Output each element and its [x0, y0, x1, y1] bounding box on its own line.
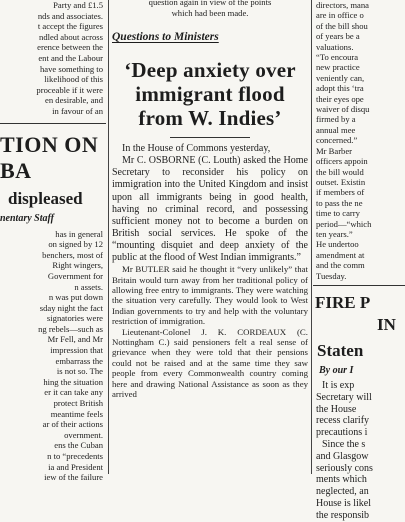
text-line: neglected, an — [316, 486, 369, 498]
text-line: likelihood of this — [44, 74, 103, 85]
left-headline: BA — [0, 157, 32, 183]
text-line: en desirable, and — [45, 95, 103, 106]
headline-line: from W. Indies’ — [138, 106, 282, 131]
headline-line: ‘Deep anxiety over — [124, 58, 296, 83]
text-line: seriously cons — [316, 462, 373, 474]
left-headline: TION ON — [0, 131, 99, 157]
text-line: amendment at — [316, 249, 365, 260]
text-line: precautions i — [316, 427, 368, 439]
column-rule-left — [108, 0, 109, 474]
article-paragraph-small: Mr BUTLER said he thought it “very unlikely” that Britain would turn away from her traditional policy of allowing free entry to immigrants. They were watching the situation very carefully. They would look to West Indian governments to try and help with the voluntary restriction of immigration. — [112, 264, 308, 327]
text-line: Since the s — [322, 438, 366, 450]
text-line: iew of the failure — [44, 472, 103, 483]
text-line: if members of — [316, 187, 365, 198]
text-line: proceable if it were — [36, 84, 103, 95]
text-line: signatories were — [46, 313, 103, 324]
text-line: Party and £1.5 — [53, 0, 103, 10]
right-top-text — [313, 0, 405, 281]
right-byline: By our I — [319, 364, 354, 376]
text-line: He undertoo — [316, 239, 359, 250]
text-line: have something to — [39, 63, 103, 74]
left-subhead: displeased — [8, 188, 83, 208]
text-line: ments which — [316, 474, 367, 486]
text-line: erence between the — [37, 42, 103, 53]
text-line: Government for — [47, 270, 103, 281]
text-line: ndled about across — [39, 31, 103, 42]
left-body-text — [0, 229, 106, 483]
divider — [0, 123, 106, 124]
text-line: the bill would — [316, 166, 364, 177]
right-subhead: Staten — [317, 340, 364, 360]
text-line: officers appoin — [316, 156, 368, 167]
text-line: of years be a — [316, 31, 360, 42]
text-line: It is exp — [322, 379, 355, 391]
text-line: has in general — [55, 228, 103, 239]
text-line: and the comm — [316, 260, 365, 271]
headline-divider — [170, 137, 250, 138]
text-line: ia and President — [48, 461, 103, 472]
center-column — [110, 0, 310, 474]
text-line: are in office o — [316, 10, 364, 21]
text-line: ent and the Labour — [38, 52, 103, 63]
article-paragraph: In the House of Commons yesterday, — [122, 143, 271, 155]
left-column — [0, 0, 106, 483]
text-line: firmed by a — [316, 114, 356, 125]
text-line: directors, mana — [316, 0, 369, 10]
text-line: “To encoura — [316, 52, 359, 63]
text-line: to pass the ne — [316, 197, 363, 208]
text-line: and Glasgow — [316, 450, 369, 462]
text-line: veniently can, — [316, 72, 365, 83]
text-line: ens the Cuban — [54, 440, 103, 451]
center-top-line: which had been made. — [171, 7, 249, 18]
text-line: ten years.” — [316, 228, 353, 239]
article-paragraph-small: Lieutenant-Colonel J. K. CORDEAUX (C. Nottingham C.) said pensioners felt a real sense of grievance when they were told that their pensions could not be raised and at the same time they saw people from every Commonwealth country coming here and drawing National Assistance as soon as they arrived — [112, 326, 308, 399]
text-line: annual mee — [316, 124, 356, 135]
column-rule-right — [311, 0, 312, 474]
text-line: Mr Barber — [316, 145, 353, 156]
text-line: is not so. The — [56, 366, 103, 377]
text-line: overnment. — [64, 429, 103, 440]
right-column — [313, 0, 405, 521]
text-line: House is likel — [316, 497, 371, 509]
text-line: time to carry — [316, 208, 360, 219]
divider — [313, 285, 405, 286]
center-top-line: question again in view of the points — [148, 0, 272, 7]
text-line: n was put down — [48, 292, 103, 303]
text-line: adopt this ‘tra — [316, 83, 364, 94]
text-line: embarrass the — [55, 355, 103, 366]
text-line: Secretary will — [316, 391, 372, 403]
text-line: meantime feels — [50, 408, 103, 419]
text-line: recess clarify — [316, 415, 370, 427]
text-line: ar of their actions — [42, 419, 103, 430]
text-line: period—“which — [316, 218, 372, 229]
text-line: impression that — [50, 345, 103, 356]
main-headline — [110, 58, 310, 130]
article-paragraph: Mr C. OSBORNE (C. Louth) asked the Home Secretary to reconsider his policy on immigration into the United Kingdom and insist upon all immigrants being in good health, having no criminal record, and possessing sufficient money not to become a burden on British social services. He spoke of the “mounting disquiet and deep anxiety of the public at the flood of West Indian immigrants.” — [112, 155, 308, 264]
text-line: their eyes ope — [316, 93, 364, 104]
text-line: new practice — [316, 62, 360, 73]
text-line: in favour of an — [52, 105, 103, 116]
text-line: ng rebels—such as — [38, 323, 103, 334]
text-line: sday night the fact — [39, 302, 103, 313]
text-line: the responsib — [316, 509, 370, 521]
text-line: of the bill shou — [316, 20, 368, 31]
text-line: protect British — [53, 398, 103, 409]
headline-line: immigrant flood — [135, 82, 285, 107]
right-body-text — [313, 380, 405, 522]
text-line: valuations. — [316, 41, 354, 52]
text-line: concerned.” — [316, 135, 358, 146]
right-headline: FIRE P — [315, 292, 371, 312]
left-top-text — [0, 0, 106, 117]
left-staff-line: nentary Staff — [0, 212, 54, 224]
text-line: Right wingers, — [52, 260, 103, 271]
text-line: waiver of disqu — [316, 104, 370, 115]
text-line: er it can take any — [44, 387, 103, 398]
text-line: hing the situation — [43, 376, 103, 387]
text-line: n to “precedents — [47, 451, 103, 461]
text-line: on signed by 12 — [48, 239, 103, 250]
text-line: Mr Fell, and Mr — [47, 334, 103, 345]
text-line: benchers, most of — [42, 249, 103, 260]
text-line: outset. Existin — [316, 176, 366, 187]
text-line: t accept the figures — [37, 21, 103, 32]
right-headline: IN — [377, 314, 396, 334]
text-line: Tuesday. — [316, 270, 347, 281]
text-line: nds and associates. — [37, 10, 103, 21]
text-line: n assets. — [74, 281, 103, 292]
kicker-questions-to-ministers: Questions to Ministers — [112, 31, 219, 44]
text-line: the House — [316, 403, 357, 415]
